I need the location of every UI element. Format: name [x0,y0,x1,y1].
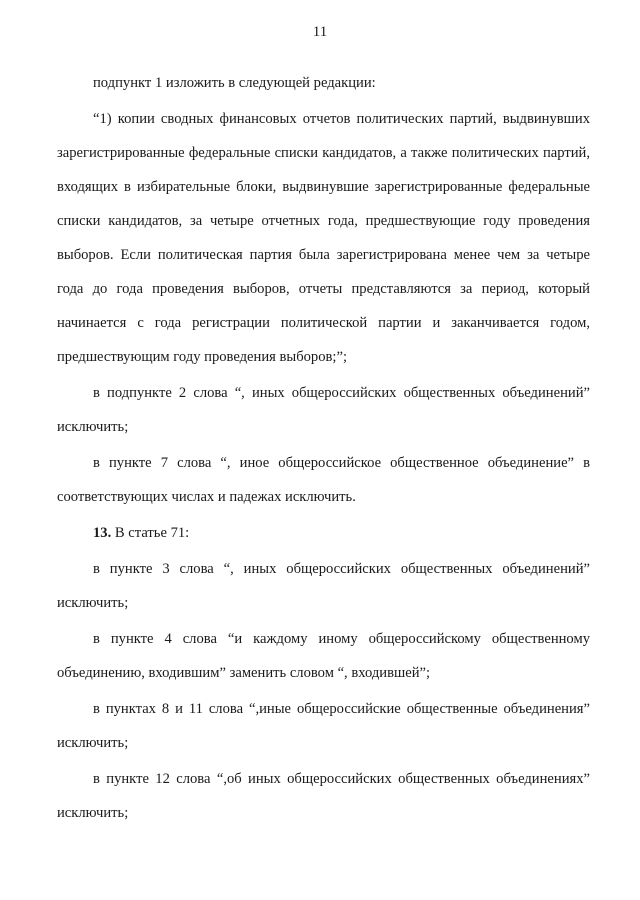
paragraph-subpoint-2: в подпункте 2 слова “, иных общероссийских общественных объединений” исключить; [57,385,590,435]
paragraph-point-12: в пункте 12 слова “,об иных общероссийских общественных объединениях” исключить; [57,771,590,821]
paragraph-points-8-11: в пунктах 8 и 11 слова “,иные общероссийские общественные объединения” исключить; [57,701,590,751]
section-number: 13. [93,525,112,541]
page-number: 11 [312,24,328,40]
paragraph-subpoint-1-intro: подпункт 1 изложить в следующей редакции: [93,75,376,91]
section-heading [57,516,590,550]
paragraph-point-7: в пункте 7 слова “, иное общероссийское общественное объединение” в соответствующих числах и падежах исключить. [57,455,590,505]
paragraph-point-4: в пункте 4 слова “и каждому иному общероссийскому общественному объединению, входившим” заменить словом “, входившей”; [57,631,590,681]
document-body [57,66,590,830]
paragraph-point-3: в пункте 3 слова “, иных общероссийских общественных объединений” исключить; [57,561,590,611]
section-title: В статье 71: [111,525,190,541]
paragraph-subpoint-1-text: “1) копии сводных финансовых отчетов политических партий, выдвинувших зарегистрированные федеральные списки кандидатов, а также политических партий, входящих в избирательные блоки, выдвинувшие зарегистрированные федеральные списки кандидатов, за четыре отчетных года, предшествующие году проведения выборов. Если политическая партия была зарегистрирована менее чем за четыре года до года проведения выборов, отчеты представляются за период, который начинается с года регистрации политической партии и заканчивается годом, предшествующим году проведения выборов;”; [57,111,590,365]
